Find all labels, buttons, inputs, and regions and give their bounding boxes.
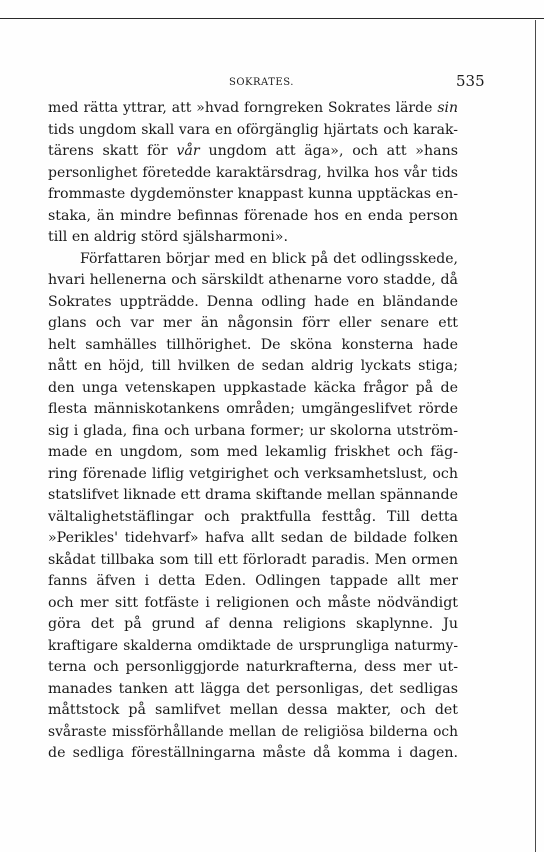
text-line	[48, 98, 458, 120]
text-line	[48, 593, 458, 615]
text-segment: och mer sitt fotfäste i religionen och måste nödvändigt	[48, 594, 458, 611]
body-text	[48, 98, 458, 765]
text-line	[48, 743, 458, 765]
text-line	[48, 163, 458, 185]
text-segment: staka, än mindre befinnas förenade hos en enda person	[48, 207, 458, 224]
text-line	[48, 120, 458, 142]
text-line	[48, 571, 458, 593]
text-segment: svåraste missförhållande mellan de religiösa bilderna och	[48, 723, 458, 740]
text-segment: sig i glada, fina och urbana former; ur skolorna utström-	[48, 422, 458, 439]
text-line	[48, 356, 458, 378]
text-segment: made en ungdom, som med lekamlig friskhet och fäg-	[48, 444, 458, 460]
text-segment: statslifvet liknade ett drama skiftande mellan spännande	[48, 487, 458, 503]
right-edge-rule	[535, 20, 536, 852]
text-segment: ring förenade liflig vetgirighet och verksamhetslust, och	[48, 465, 458, 482]
text-segment: kraftigare skalderna omdiktade de ursprungliga naturmy-	[48, 637, 458, 654]
text-line	[48, 614, 458, 636]
text-line	[48, 184, 458, 206]
text-segment: hvari hellenerna och särskildt athenarne voro stadde, då	[48, 272, 458, 288]
text-segment: frommaste dygdemönster knappast kunna upptäckas en-	[48, 186, 458, 202]
text-segment: skådat tillbaka som till ett förloradt paradis. Men ormen	[48, 551, 458, 568]
text-segment: ungdom att äga», och att »hans	[199, 143, 458, 159]
running-head: SOKRATES.	[229, 77, 294, 88]
text-line	[48, 657, 458, 679]
text-segment: göra det på grund af denna religions skaplynne. Ju	[48, 616, 458, 632]
text-line	[48, 700, 458, 722]
text-segment: personlighet företedde karaktärsdrag, hvilka hos vår tids	[48, 164, 458, 181]
text-segment: fanns äfven i detta Eden. Odlingen tappade allt mer	[48, 573, 458, 589]
text-segment: manades tanken att lägga det personligas, det sedligas	[48, 680, 458, 697]
text-line	[48, 313, 458, 335]
text-segment: vältalighetstäflingar och praktfulla festtåg. Till detta	[48, 508, 458, 525]
text-line	[48, 335, 458, 357]
text-segment: terna och personliggjorde naturkrafterna, dess mer ut-	[48, 659, 458, 675]
text-line	[48, 528, 458, 550]
text-line	[48, 141, 458, 163]
text-segment: »Perikles' tidehvarf» hafva allt sedan de bildade folken	[48, 530, 458, 546]
text-segment: den unga vetenskapen uppkastade käcka frågor på de	[48, 379, 458, 396]
text-segment: de sedliga föreställningarna måste då komma i dagen.	[48, 745, 458, 761]
text-segment: glans och var mer än någonsin förr eller senare ett	[48, 315, 458, 331]
text-line	[48, 722, 458, 744]
page-header	[0, 72, 544, 92]
text-segment: tids ungdom skall vara en oförgänglig hjärtats och karak-	[48, 121, 458, 138]
text-line	[48, 399, 458, 421]
text-line	[48, 442, 458, 464]
text-segment: Sokrates uppträdde. Denna odling hade en bländande	[48, 293, 458, 310]
text-line	[48, 227, 458, 249]
emphasized-word: sin	[437, 100, 458, 116]
text-segment: Författaren börjar med en blick på det odlingsskede,	[80, 250, 458, 267]
text-line	[48, 636, 458, 658]
text-line	[48, 507, 458, 529]
text-line	[48, 421, 458, 443]
text-segment: nått en höjd, till hvilken de sedan aldrig lyckats stiga;	[48, 358, 458, 374]
text-line	[48, 485, 458, 507]
text-segment: till en aldrig störd själsharmoni».	[48, 229, 288, 245]
text-segment: helt samhälles tillhörighet. De sköna konsterna hade	[48, 336, 458, 353]
text-line	[48, 550, 458, 572]
top-edge-rule	[0, 18, 544, 19]
text-segment: tärens skatt för	[48, 143, 177, 159]
text-segment: flesta människotankens områden; umgängeslifvet rörde	[48, 401, 458, 417]
text-segment: med rätta yttrar, att »hvad forngreken Sokrates lärde	[48, 100, 438, 116]
text-line	[48, 679, 458, 701]
emphasized-word: vår	[176, 143, 200, 159]
page-number: 535	[456, 72, 485, 90]
text-line	[48, 249, 458, 271]
text-line	[48, 464, 458, 486]
text-line	[48, 378, 458, 400]
text-line	[48, 206, 458, 228]
text-segment: måttstock på samlifvet mellan dessa makter, och det	[48, 702, 458, 718]
text-line	[48, 270, 458, 292]
text-line	[48, 292, 458, 314]
